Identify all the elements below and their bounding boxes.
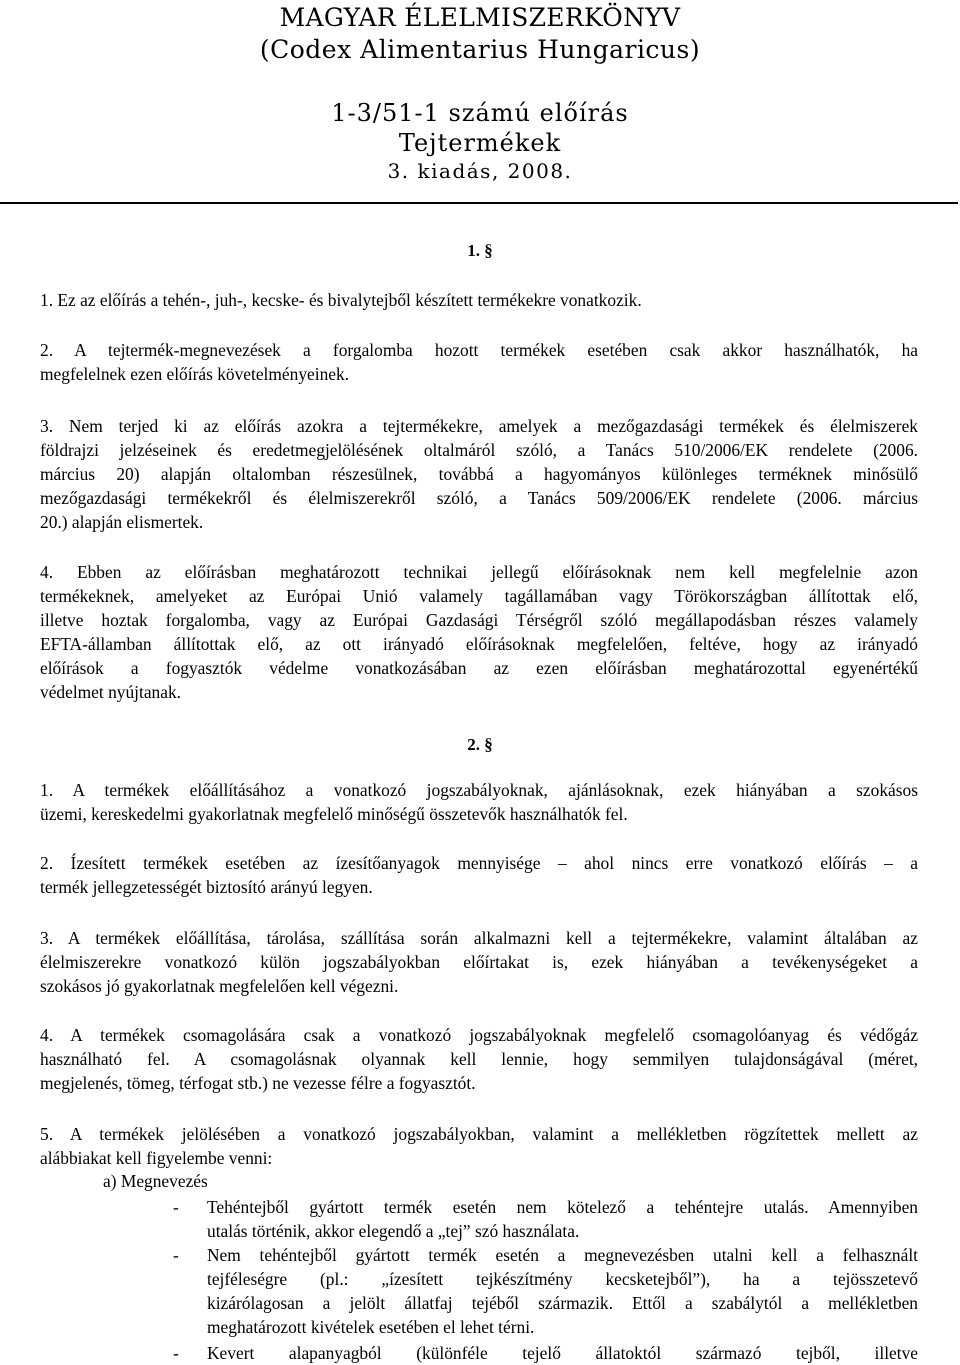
regulation-subject: Tejtermékek <box>398 129 562 157</box>
book-subtitle: (Codex Alimentarius Hungaricus) <box>259 35 701 64</box>
text-line: 4. A termékek csomagolására csak a vonatkozó jogszabályoknak megfelelő csomagolóanyag és védőgáz <box>40 1025 918 1045</box>
text-line: élelmiszerekre vonatkozó külön jogszabályokban előírtakat is, ezek hiányában a tevékenységeket a <box>40 952 918 972</box>
text-line: használható fel. A csomagolásnak olyannak kell lennie, hogy semmilyen tulajdonságával (méret, <box>40 1049 918 1069</box>
text-line: szokásos jó gyakorlatnak megfelelően kell végezni. <box>40 976 399 996</box>
text-line: megjelenés, tömeg, térfogat stb.) ne vezesse félre a fogyasztót. <box>40 1073 476 1093</box>
text-line: 5. A termékek jelölésében a vonatkozó jogszabályokban, valamint a mellékletben rögzítettek mellett az <box>40 1124 918 1144</box>
text-line: meghatározott kivételek esetében el lehet térni. <box>207 1317 535 1337</box>
bullet-dash: - <box>173 1245 179 1265</box>
section-1-heading: 1. § <box>467 241 493 260</box>
bullet-dash: - <box>173 1197 179 1217</box>
s1-item-1 <box>40 288 918 312</box>
text-line: termékeknek, amelyeket az Európai Unió valamely tagállamában vagy Törökországban állítottak elő, <box>40 586 918 606</box>
text-line: előírások a fogyasztók védelme vonatkozásában az ezen előírásban meghatározottal egyenértékű <box>40 658 918 678</box>
text-line: üzemi, kereskedelmi gyakorlatnak megfelelő minőségű összetevők használhatók fel. <box>40 804 628 824</box>
s1-item-3 <box>40 414 918 534</box>
book-title: MAGYAR ÉLELMISZERKÖNYV <box>279 3 681 32</box>
text-line: Tehéntejből gyártott termék esetén nem kötelező a tehéntejre utalás. Amennyiben <box>207 1197 918 1217</box>
sub-item-a-label: a) Megnevezés <box>103 1171 208 1191</box>
text-line: Kevert alapanyagból (különféle tejelő állatoktól származó tejből, illetve <box>207 1343 918 1363</box>
s2-item-2 <box>40 851 918 899</box>
bullet-item-3 <box>207 1341 918 1365</box>
text-line: tejféleségre (pl.: „ízesített tejkészítmény kecsketejből”), ha a tejösszetevő <box>207 1269 918 1289</box>
s1-item-4 <box>40 560 918 704</box>
text-line: alábbiakat kell figyelembe venni: <box>40 1148 273 1168</box>
text-line: mezőgazdasági termékekről és élelmiszerekről szóló, a Tanács 509/2006/EK rendelete (2006. március <box>40 488 918 508</box>
bullet-item-1 <box>207 1195 918 1243</box>
text-line: utalás történik, akkor elegendő a „tej” szó használata. <box>207 1221 580 1241</box>
regulation-number: 1-3/51-1 számú előírás <box>331 99 629 127</box>
bullet-dash: - <box>173 1343 179 1363</box>
text-line: 1. A termékek előállításához a vonatkozó jogszabályoknak, ajánlásoknak, ezek hiányában a szokásos <box>40 780 918 800</box>
text-line: kizárólagosan a jelölt állatfaj tejéből származik. Ettől a szabálytól a mellékletben <box>207 1293 918 1313</box>
text-line: illetve hoztak forgalomba, vagy az Európai Gazdasági Térségről szóló megállapodásban részes valamely <box>40 610 918 630</box>
s2-item-1 <box>40 778 918 826</box>
text-line: védelmet nyújtanak. <box>40 682 182 702</box>
text-line: 3. A termékek előállítása, tárolása, szállítása során alkalmazni kell a tejtermékekre, valamint általában az <box>40 928 918 948</box>
text-line: Nem tehéntejből gyártott termék esetén a megnevezésben utalni kell a felhasznált <box>207 1245 918 1265</box>
text-line: megfelelnek ezen előírás követelményeinek. <box>40 364 350 384</box>
text-line: 2. A tejtermék-megnevezések a forgalomba hozott termékek esetében csak akkor használhatók, ha <box>40 340 918 360</box>
header-divider <box>0 202 958 204</box>
text-line: 3. Nem terjed ki az előírás azokra a tejtermékekre, amelyek a mezőgazdasági termékek és élelmiszerek <box>40 416 918 436</box>
edition-info: 3. kiadás, 2008. <box>387 159 573 183</box>
s2-item-4 <box>40 1023 918 1095</box>
text-line: március 20) alapján oltalomban részesülnek, továbbá a hagyományos különleges terméknek minősülő <box>40 464 918 484</box>
text-line: 4. Ebben az előírásban meghatározott technikai jellegű előírásoknak nem kell megfelelnie azon <box>40 562 918 582</box>
text-line: 20.) alapján elismertek. <box>40 512 204 532</box>
section-2-heading: 2. § <box>467 735 493 754</box>
text-line: 2. Ízesített termékek esetében az ízesítőanyagok mennyisége – ahol nincs erre vonatkozó előírás – a <box>40 853 918 873</box>
s2-item-5 <box>40 1122 918 1170</box>
text-line: földrajzi jelzéseinek és eredetmegjelölésének oltalmáról szóló, a Tanács 510/2006/EK rendelete (2006. <box>40 440 918 460</box>
s1-item-2 <box>40 338 918 386</box>
bullet-item-2 <box>207 1243 918 1339</box>
s2-item-3 <box>40 926 918 998</box>
text-line: 1. Ez az előírás a tehén-, juh-, kecske- és bivalytejből készített termékekre vonatkozik. <box>40 290 642 310</box>
text-line: EFTA-államban állítottak elő, az ott irányadó előírásoknak megfelelően, feltéve, hogy az irányadó <box>40 634 918 654</box>
text-line: termék jellegzetességét biztosító arányú legyen. <box>40 877 373 897</box>
